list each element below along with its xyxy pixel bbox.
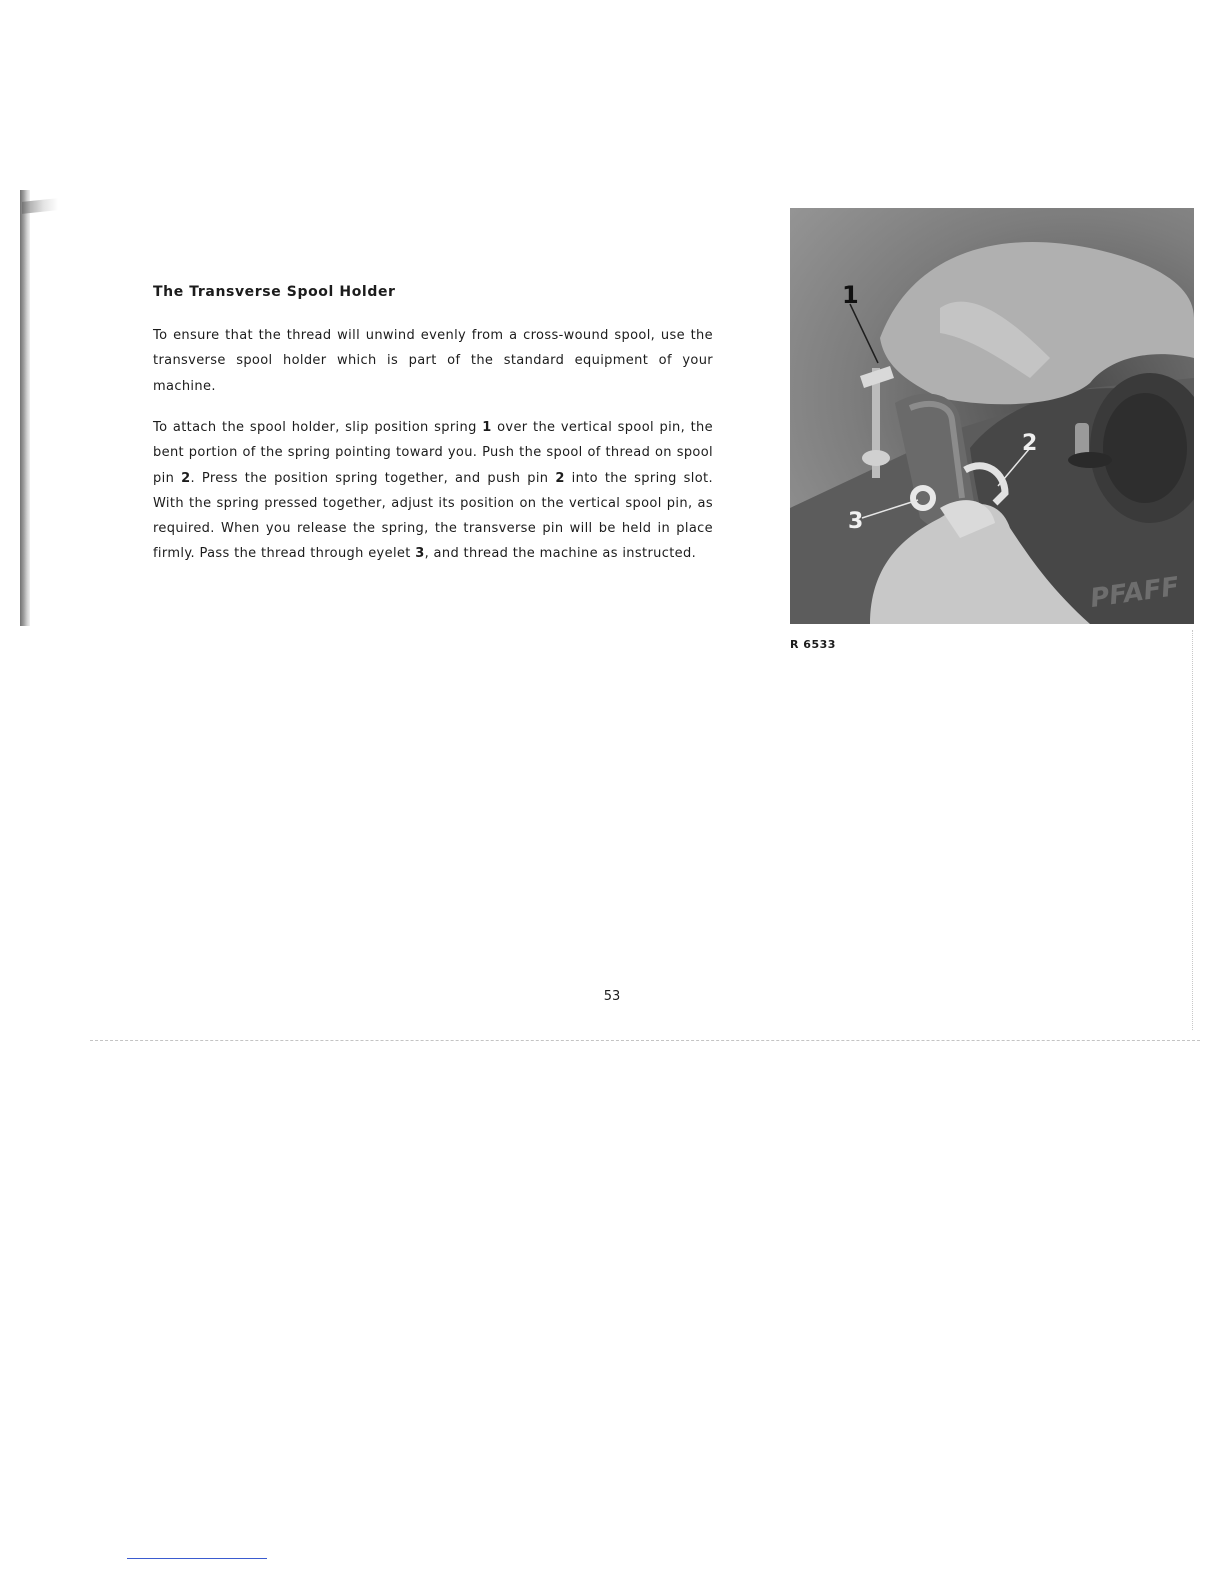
paragraph-intro: To ensure that the thread will unwind evenly from a cross-wound spool, use the transverse spool holder which is part of the standard equipment of your machine. [153,328,713,394]
text-run: To attach the spool holder, slip position spring [153,420,483,435]
text-run: into the spring slot. With the spring pressed together, adjust its position on the vertical spool pin, as required. When you release the spring, the transverse pin will be held in place firmly. Pass the thread through eyelet [153,470,713,562]
figure-caption: R 6533 [790,638,836,651]
machine-brand-lettering: PFAFF [1088,571,1181,615]
scan-fold-line [90,1040,1200,1041]
ref-eyelet-3: 3 [415,546,425,562]
callout-1: 1 [842,281,859,309]
text-run: , and thread the machine as instructed. [424,546,697,562]
footnote-rule [127,1558,267,1559]
scan-shadow-corner [22,198,58,214]
section-heading: The Transverse Spool Holder [153,284,396,300]
figure-photo [790,208,1194,624]
ref-spring-1: 1 [482,420,492,435]
ref-pin-2b: 2 [555,470,565,486]
callout-leader-1 [850,304,878,363]
scan-shadow-left [20,190,30,626]
text-run: over the vertical spool pin, the bent portion of the spring pointing toward you. Push the spool of thread on spool pin [153,420,713,486]
callout-2: 2 [1022,431,1038,456]
figure-illustration [790,208,1194,624]
ref-pin-2: 2 [181,470,191,486]
page-number: 53 [603,989,621,1004]
callout-3: 3 [848,509,864,534]
paragraph-instructions [153,415,713,567]
scan-right-edge [1192,630,1193,1030]
text-run: . Press the position spring together, and push pin [190,470,556,486]
